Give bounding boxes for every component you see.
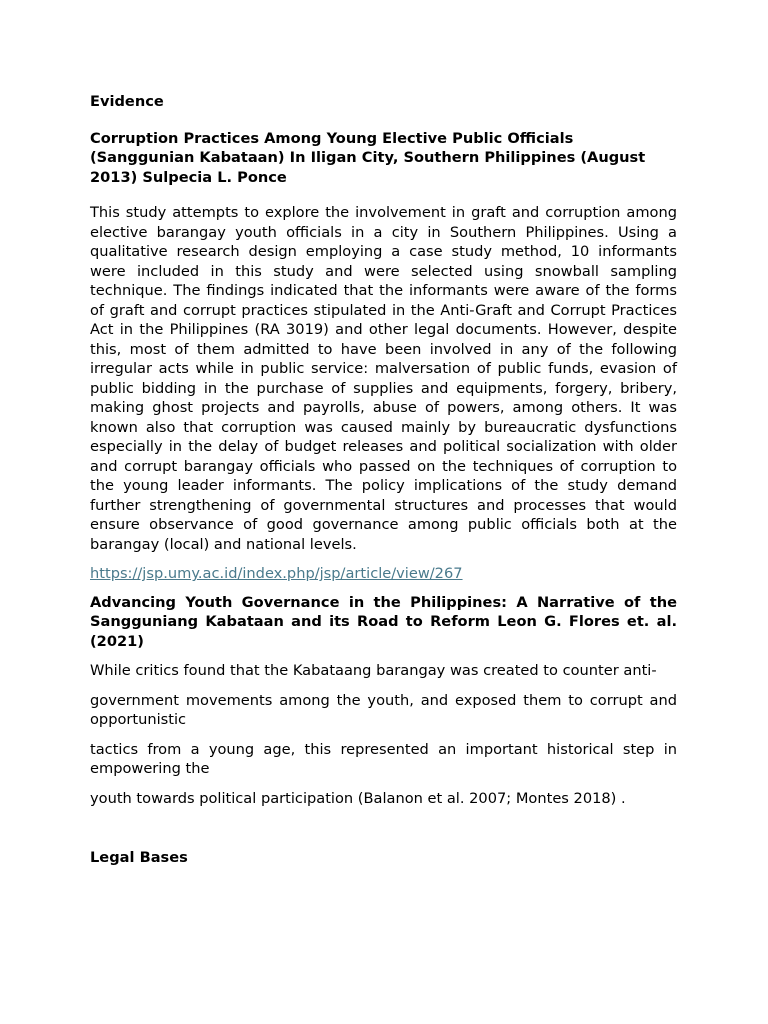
paragraph-line: tactics from a young age, this represented an important historical step in empowering the: [90, 740, 677, 777]
paragraph-line: youth towards political participation (Balanon et al. 2007; Montes 2018) .: [90, 789, 626, 807]
article-title-flores: Advancing Youth Governance in the Philippines: A Narrative of the Sangguniang Kabataan and its Road to Reform Leon G. Flores et. al. (2021): [90, 593, 677, 650]
section-title-evidence: Evidence: [90, 93, 164, 110]
document-page: [90, 92, 677, 868]
paragraph-line: While critics found that the Kabataang barangay was created to counter anti-: [90, 662, 657, 679]
section-title-legal-bases: Legal Bases: [90, 849, 188, 866]
article-abstract-ponce: This study attempts to explore the involvement in graft and corruption among elective barangay youth officials in a city in Southern Philippines. Using a qualitative research design employing a case study method, 10 informants were included in this study and were selected using snowball sampling technique. The findings indicated that the informants were aware of the forms of graft and corrupt practices stipulated in the Anti-Graft and Corrupt Practices Act in the Philippines (RA 3019) and other legal documents. However, despite this, most of them admitted to have been involved in any of the following irregular acts while in public service: malversation of public funds, evasion of public bidding in the purchase of supplies and equipments, forgery, bribery, making ghost projects and payrolls, abuse of powers, among others. It was known also that corruption was caused mainly by bureaucratic dysfunctions especially in the delay of budget releases and political socialization with older and corrupt barangay officials who passed on the techniques of corruption to the young leader informants. The policy implications of the study demand further strengthening of governmental structures and processes that would ensure observance of good governance among public officials both at the barangay (local) and national levels.: [90, 204, 677, 553]
paragraph-line: government movements among the youth, and exposed them to corrupt and opportunistic: [90, 691, 677, 728]
article-link-ponce[interactable]: https://jsp.umy.ac.id/index.php/jsp/article/view/267: [90, 565, 463, 582]
article-title-ponce: Corruption Practices Among Young Elective Public Officials (Sanggunian Kabataan) In Iligan City, Southern Philippines (August 2013) Sulpecia L. Ponce: [90, 129, 646, 186]
